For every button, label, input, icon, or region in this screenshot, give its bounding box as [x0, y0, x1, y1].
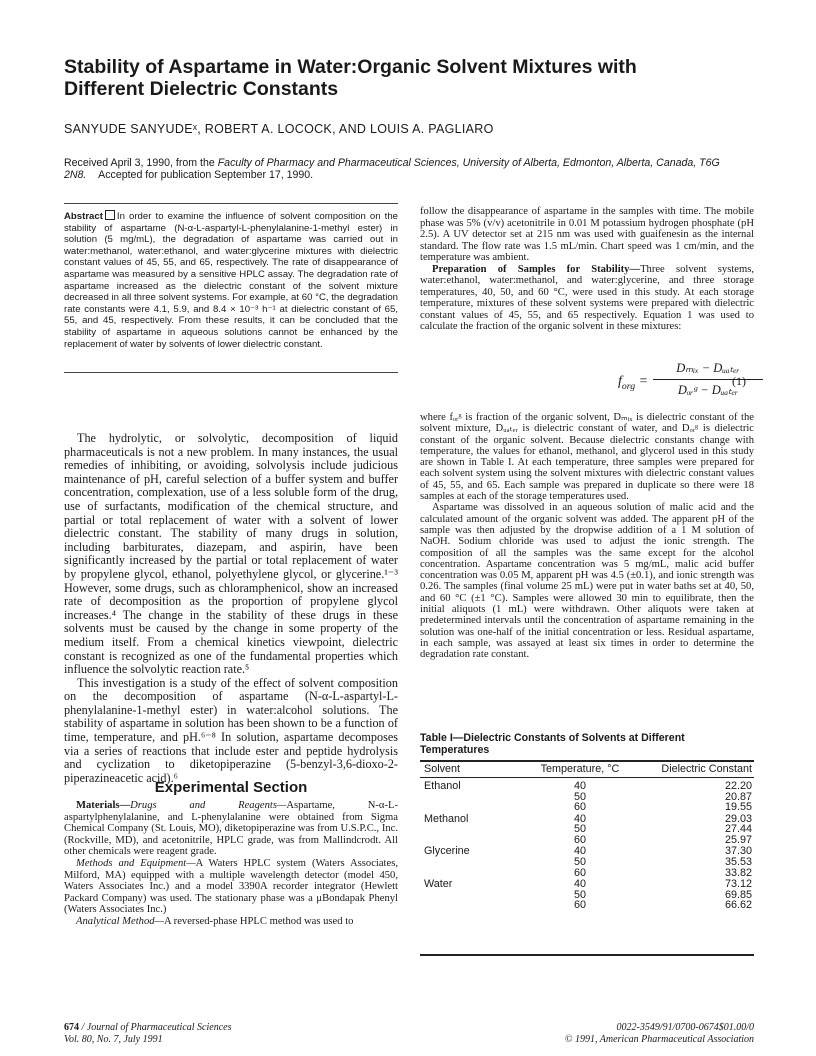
abstract-label: Abstract: [64, 211, 103, 222]
intro-paragraph-2: This investigation is a study of the effect of solvent composition on the decomposition of aspartame (N-α-L-aspartyl-L-phenylalanine-1-methyl ester) in water:alcohol solutions. The stability of aspartame in solution has been shown to be a function of time, temperature, and pH.⁶⁻⁸ In solution, aspartame decomposes via a series of reactions that include ester and peptide hydrolysis and cyclization to diketopiperazine (5-benzyl-3,6-dioxo-2-piperazineacetic acid).⁶: [64, 675, 398, 785]
table-header-solvent: Solvent: [424, 763, 461, 775]
table-cell-temperature: 50: [573, 888, 586, 901]
table-cell-dielectric: 73.12: [724, 878, 752, 891]
table-bottom-rule: [420, 954, 754, 956]
table-cell-temperature: 60: [573, 801, 586, 814]
table-cell-temperature: 50: [573, 823, 586, 836]
table-cell-temperature: 40: [573, 878, 586, 891]
received-text: Received April 3, 1990, from the: [64, 157, 218, 169]
equation-fraction-bar: [653, 379, 763, 380]
table-cell-solvent: Ethanol: [424, 780, 461, 792]
footer-issn: 0022-3549/91/0700-0674$01.00/0: [616, 1022, 754, 1033]
methods-label: Methods and Equipment—: [76, 857, 196, 869]
materials-label: Materials—: [76, 800, 131, 811]
abstract: [64, 210, 398, 350]
table-cell-solvent: Methanol: [424, 812, 469, 825]
table-cell-dielectric: 66.62: [724, 899, 752, 912]
introduction: [64, 432, 398, 785]
equation-1: [420, 360, 754, 400]
received-line: [64, 157, 754, 181]
table-cell-dielectric: 22.20: [724, 780, 752, 792]
table-cell-temperature: 40: [573, 845, 586, 858]
experimental-right-top: [420, 206, 754, 333]
table-cell-temperature: 40: [573, 780, 586, 792]
abstract-top-rule: [64, 203, 398, 204]
footer-right: [506, 1022, 754, 1046]
intro-paragraph-1: The hydrolytic, or solvolytic, decomposition of liquid pharmaceuticals is not a new problem. In many instances, the usual remedies of inhibiting, or avoiding, solvolysis include judicious maintenance of pH, careful selection of a buffer system and buffer concentration, complexation, use of a less soluble form of the drug, use of surfactants, modification of the chemical structure, and partial or total replacement of water with a solvent of lower dielectric constant. The stability of many drugs in solution, including barbiturates, diazepam, and aspirin, have been significantly increased by the partial or total replacement of water by propylene glycol, ethanol, polyethylene glycol, or glycerine.¹⁻³ However, some drugs, such as chloramphenicol, show an increased rate of decomposition as the proportion of propylene glycol increases.⁴ The change in the stability of these drugs in these solvents must be caused by the change in some property of the medium itself. From a chemical kinetics viewpoint, dielectric constant is recognized as one of the fundamental properties which influence the solvolytic reaction rate.⁵: [64, 431, 398, 677]
analytical-text: A reversed-phase HPLC method was used to: [163, 915, 354, 927]
table-cell-dielectric: 20.87: [724, 790, 752, 803]
footer-page-journal: 674 / Journal of Pharmaceutical Sciences: [64, 1022, 232, 1033]
equation-denominator: Dₒᵣᵍ − Dᵤₐₜₑᵣ: [677, 383, 739, 397]
authors: SANYUDE SANYUDEˣ, ROBERT A. LOCOCK, AND LOUIS A. PAGLIARO: [64, 122, 494, 136]
article-title: Stability of Aspartame in Water:Organic Solvent Mixtures with Different Dielectric Constants: [64, 56, 637, 100]
footer-volume: Vol. 80, No. 7, July 1991: [64, 1034, 163, 1045]
experimental-right-mid: [420, 412, 754, 661]
table-header-dielectric: Dielectric Constant: [661, 763, 752, 775]
table-cell-dielectric: 69.85: [724, 888, 752, 901]
table-header-temperature: Temperature, °C: [540, 763, 620, 775]
prep-text: Three solvent systems, water:ethanol, water:methanol, and water:glycerine, and three storage temperatures, 40, 50, and 60 °C, were used in this study. At each storage temperature, mixtures of these solvent systems were prepared with dielectric constant values of 45, 55, and 65 respectively. Equation 1 was used to calculate the fraction of the organic solvent in these mixtures:: [420, 263, 754, 332]
table-cell-dielectric: 35.53: [724, 856, 752, 868]
table-cell-temperature: 60: [573, 899, 586, 912]
table-cell-solvent: Glycerine: [424, 845, 470, 858]
table-cell-temperature: 50: [573, 790, 586, 803]
table-cell-dielectric: 27.44: [724, 823, 752, 836]
table-cell-temperature: 60: [573, 866, 586, 879]
affiliation: Faculty of Pharmacy and Pharmaceutical Sciences, University of Alberta, Edmonton, Alberta, Canada, T6G 2N8.: [64, 157, 720, 181]
table-cell-dielectric: 29.03: [724, 812, 752, 825]
table-cell-temperature: 50: [573, 856, 586, 868]
methods-paragraph: [64, 858, 398, 916]
abstract-box-icon: [105, 210, 115, 220]
footer-copyright: © 1991, American Pharmaceutical Association: [564, 1034, 754, 1045]
table-cell-dielectric: 25.97: [724, 833, 752, 846]
methods-text: A Waters HPLC system (Waters Associates, Milford, MA) equipped with a multiple wavelength detector (model 450, Waters Associates Inc.) and a model 3390A recorder integrator (Hewlett Packard Company) was used. The stationary phase was a μBondapak Phenyl (Waters Associates Inc.): [64, 857, 398, 916]
equation-numerator: Dₘᵢₓ − Dᵤₐₜₑᵣ: [676, 361, 740, 375]
abstract-bottom-rule: [64, 372, 398, 373]
accepted-text: Accepted for publication September 17, 1990.: [98, 169, 314, 181]
table-cell-dielectric: 37.30: [724, 845, 752, 858]
analytical-paragraph: [64, 916, 398, 928]
table-caption: Table I—Dielectric Constants of Solvents at Different Temperatures: [420, 732, 685, 756]
analytical-label: Analytical Method—: [76, 915, 164, 927]
drugs-text: Aspartame, N-α-L-aspartylphenylalanine, and L-phenylalanine were obtained from Sigma Chemical Company (St. Louis, MO), diketopiperazine was from U.S.P.C., Inc. (Rockville, MD), and acetonitrile, HPLC grade, was from Mallindcrodt. All other chemicals were reagent grade.: [64, 800, 398, 858]
continued-paragraph: follow the disappearance of aspartame in the samples with time. The mobile phase was 5% (v/v) acetonitrile in 0.01 M potassium hydrogen phosphate (pH 2.5). A UV detector set at 215 nm was used with guaifenesin as the internal standard. The flow rate was 1.5 mL/min. Chart speed was 1 cm/min, and the temperature was ambient.: [420, 206, 754, 263]
prep-paragraph: [420, 264, 754, 333]
footer-left: [64, 1022, 231, 1046]
table-cell-dielectric: 33.82: [724, 866, 752, 879]
dissolved-paragraph: Aspartame was dissolved in an aqueous solution of malic acid and the calculated amount of the organic solvent was added. The apparent pH of the sample was then adjusted by the dropwise addition of a 1 M solution of NaOH. Sodium chloride was used to adjust the ionic strength. The composition of all the samples was the same except for the alcohol concentration. Aspartame concentration was 5 mg/mL, malic acid buffer concentration was 0.05 M, apparent pH was 4.5 (±0.1), and ionic strength was 0.26. The samples (final volume 25 mL) were put in water baths set at 40, 50, and 60 °C (±1 °C). Samples were allowed 30 min to equilibrate, then the initial aliquots (1 mL) were withdrawn. Other aliquots were taken at predetermined intervals until the concentration of aspartame remaining in the solution was one-half of the initial concentration or less. Residual aspartame, in each sample, was assayed at least six times in order to determine the degradation rate constant.: [420, 502, 754, 661]
section-heading: Experimental Section: [154, 779, 308, 796]
where-paragraph: where fₒᵣᵍ is fraction of the organic solvent, Dₘᵢₓ is dielectric constant of the solvent mixture, Dᵤₐₜₑᵣ is dielectric constant of water, and Dₒᵣᵍ is dielectric constant of the organic solvent. Because dielectric constants change with temperature, the values for ethanol, methanol, and glycerol used in this study are shown in Table I. At each temperature, three samples were prepared for each solvent system using the solvent mixtures with dielectric constant values of 45, 55, and 65. Each sample was prepared in duplicate so there were 18 samples at each of the storage temperatures used.: [420, 412, 754, 503]
prep-label: Preparation of Samples for Stability—: [432, 263, 641, 275]
table-top-rule: [420, 760, 754, 762]
equation-lhs: $f_{org}$ =: [618, 374, 649, 392]
table-cell-dielectric: 19.55: [724, 801, 752, 814]
table-header-rule: [420, 777, 754, 778]
abstract-text: In order to examine the influence of solvent composition on the stability of aspartame (N-α-L-aspartyl-L-phenylalanine-1-methyl ester) in solution (5 mg/mL), the degradation of aspartame was carried out in water:methanol, water:ethanol, and water:glycerine mixtures with dielectric constant values of 45, 55, and 65, respectively. The rate of disappearance of aspartame was measured by a sensitive HPLC assay. The degradation rate of aspartame increased as the dielectric constant of the solvent mixture decreased in all three solvent systems. For example, at 60 °C, the degradation rate constants were 4.1, 5.9, and 8.4 × 10⁻³ h⁻¹ at dielectric constant of 65, 55, and 45, respectively. From these results, it can be concluded that the stability of aspartame in aqueous solutions cannot be enhanced by the replacement of water by solvents of lower dielectric constant.: [64, 211, 398, 350]
table-cell-solvent: Water: [424, 878, 453, 891]
experimental-left: [64, 800, 398, 928]
table-cell-temperature: 60: [573, 833, 586, 846]
table-cell-temperature: 40: [573, 812, 586, 825]
materials-paragraph: [64, 800, 398, 858]
equation-number: (1): [732, 374, 746, 388]
drugs-label: Drugs and Reagents—: [130, 800, 287, 811]
